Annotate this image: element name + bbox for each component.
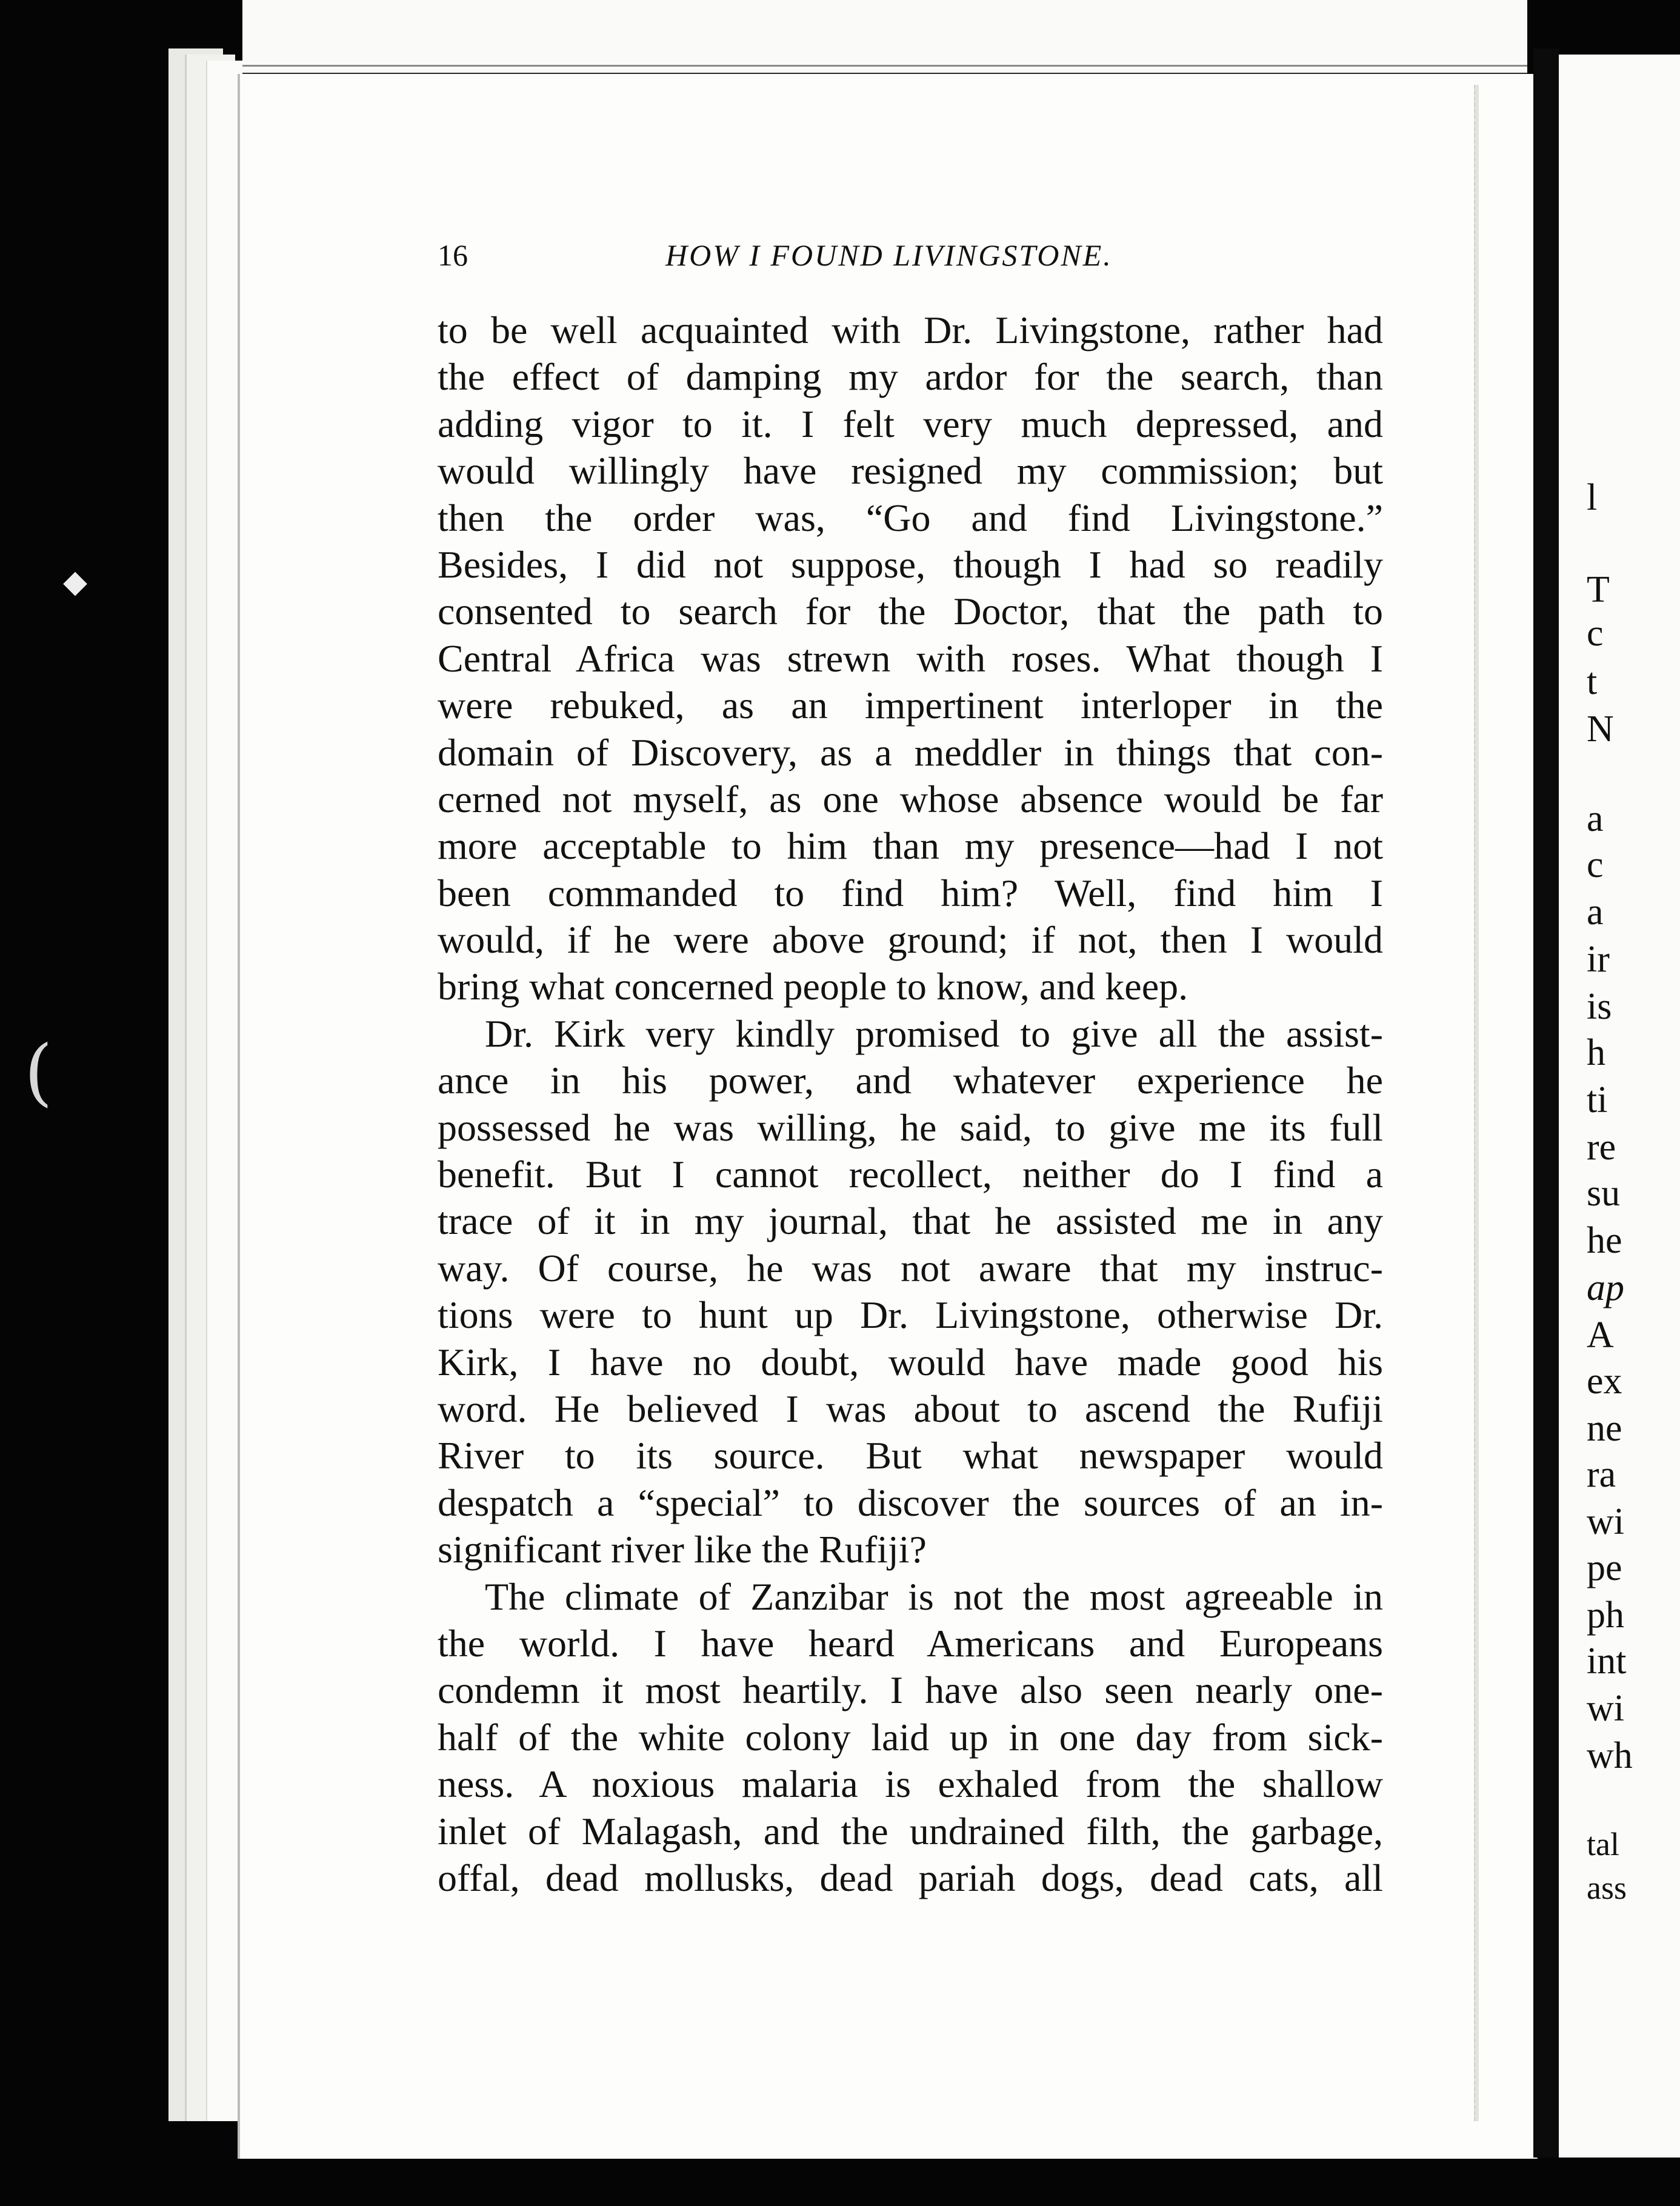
text-line: inlet of Malagash, and the undrained filth, the garbage, bbox=[438, 1809, 1383, 1853]
text-line: were rebuked, as an impertinent interloper in the bbox=[438, 684, 1383, 727]
text-line: to be well acquainted with Dr. Livingstone, rather had bbox=[438, 308, 1383, 352]
text-line: condemn it most heartily. I have also seen nearly one- bbox=[438, 1668, 1383, 1712]
facing-page-fragment: ti bbox=[1587, 1079, 1608, 1121]
facing-page-fragment: tal bbox=[1587, 1826, 1619, 1862]
facing-page-fragment: ra bbox=[1587, 1454, 1616, 1495]
facing-page-fragment: c bbox=[1587, 844, 1604, 885]
facing-page-fragment: int bbox=[1587, 1641, 1627, 1682]
text-line: ance in his power, and whatever experience he bbox=[438, 1059, 1383, 1102]
facing-page-fragment: ex bbox=[1587, 1361, 1622, 1402]
facing-page-fragment: a bbox=[1587, 891, 1604, 933]
facing-page-fragment: a bbox=[1587, 798, 1604, 839]
text-line: tions were to hunt up Dr. Livingstone, otherwise Dr. bbox=[438, 1293, 1383, 1337]
body-text bbox=[438, 307, 1383, 1901]
facing-page-fragment: l bbox=[1587, 477, 1598, 518]
text-line: cerned not myself, as one whose absence would be far bbox=[438, 777, 1383, 821]
text-line: Kirk, I have no doubt, would have made good his bbox=[438, 1340, 1383, 1384]
text-line: been commanded to find him? Well, find him I bbox=[438, 871, 1383, 915]
facing-page-fragment: ap bbox=[1587, 1267, 1624, 1308]
text-line: bring what concerned people to know, and keep. bbox=[438, 965, 1188, 1008]
facing-page-fragment: N bbox=[1587, 708, 1614, 750]
facing-page-fragment: wi bbox=[1587, 1501, 1624, 1542]
facing-page-fragment: c bbox=[1587, 613, 1604, 654]
text-line: ness. A noxious malaria is exhaled from the shallow bbox=[438, 1762, 1383, 1806]
text-line: River to its source. But what newspaper would bbox=[438, 1434, 1383, 1478]
text-line: would, if he were above ground; if not, then I would bbox=[438, 918, 1383, 962]
text-line: Central Africa was strewn with roses. What though I bbox=[438, 636, 1383, 680]
facing-page-fragment: ass bbox=[1587, 1870, 1627, 1906]
facing-page-fragment: ph bbox=[1587, 1595, 1624, 1636]
page-number: 16 bbox=[438, 238, 468, 272]
facing-page-fragment: wi bbox=[1587, 1688, 1624, 1729]
facing-page-fragment: ir bbox=[1587, 939, 1610, 980]
page-header bbox=[438, 238, 1141, 280]
facing-page-fragment: A bbox=[1587, 1315, 1614, 1356]
binding-speck: ( bbox=[24, 1030, 53, 1115]
facing-page-fragment: t bbox=[1587, 661, 1598, 702]
running-title: HOW I FOUND LIVINGSTONE. bbox=[665, 238, 1113, 272]
text-line: consented to search for the Doctor, that the path to bbox=[438, 590, 1383, 633]
text-line: would willingly have resigned my commission; but bbox=[438, 449, 1383, 493]
text-line: the effect of damping my ardor for the search, than bbox=[438, 355, 1383, 399]
text-line: half of the white colony laid up in one day from sick- bbox=[438, 1715, 1383, 1759]
facing-page-fragment: re bbox=[1587, 1127, 1616, 1168]
text-line: trace of it in my journal, that he assisted me in any bbox=[438, 1199, 1383, 1243]
facing-page-fragment: wh bbox=[1587, 1735, 1633, 1776]
facing-page-fragment: pe bbox=[1587, 1547, 1622, 1588]
text-line: domain of Discovery, as a meddler in things that con- bbox=[438, 730, 1383, 774]
text-line: Besides, I did not suppose, though I had so readily bbox=[438, 542, 1383, 586]
facing-page-fragment: T bbox=[1587, 569, 1610, 610]
text-line: despatch a “special” to discover the sources of an in- bbox=[438, 1481, 1383, 1524]
facing-page-fragment: is bbox=[1587, 986, 1612, 1027]
page-fold bbox=[1474, 85, 1479, 2121]
book-gutter bbox=[1533, 48, 1559, 2158]
facing-page bbox=[1559, 55, 1680, 2158]
text-line: then the order was, “Go and find Livingstone.” bbox=[438, 496, 1383, 539]
text-line: word. He believed I was about to ascend the Rufiji bbox=[438, 1387, 1383, 1430]
text-line: way. Of course, he was not aware that my instruc- bbox=[438, 1246, 1383, 1290]
facing-page-fragment: ne bbox=[1587, 1408, 1622, 1449]
facing-page-fragment: h bbox=[1587, 1032, 1605, 1073]
text-line: The climate of Zanzibar is not the most agreeable in bbox=[485, 1575, 1383, 1618]
text-line: more acceptable to him than my presence—had I not bbox=[438, 824, 1383, 868]
facing-page-fragment: he bbox=[1587, 1220, 1622, 1261]
binding-speck: ◆ bbox=[63, 564, 87, 600]
text-line: offal, dead mollusks, dead pariah dogs, dead cats, all bbox=[438, 1856, 1383, 1899]
text-line: adding vigor to it. I felt very much depressed, and bbox=[438, 402, 1383, 445]
facing-page-fragment: su bbox=[1587, 1173, 1621, 1214]
text-line: significant river like the Rufiji? bbox=[438, 1528, 927, 1571]
text-line: the world. I have heard Americans and Europeans bbox=[438, 1621, 1383, 1665]
text-line: benefit. But I cannot recollect, neither do I find a bbox=[438, 1153, 1383, 1196]
text-line: possessed he was willing, he said, to give me its full bbox=[438, 1105, 1383, 1149]
top-page-edge bbox=[242, 0, 1527, 75]
text-line: Dr. Kirk very kindly promised to give all the assist- bbox=[485, 1011, 1383, 1055]
